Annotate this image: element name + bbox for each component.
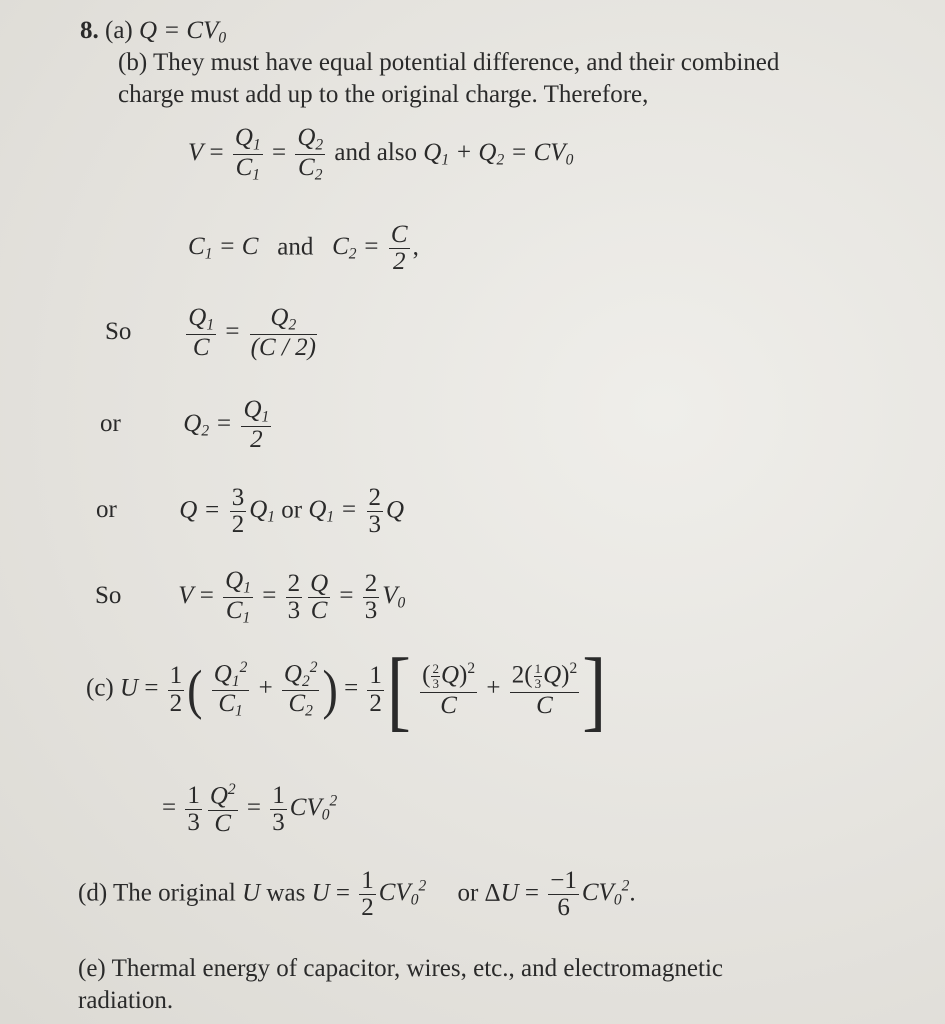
part-b-text-1: They must have equal potential difference, and their combined	[152, 49, 780, 76]
and-also-text: and also	[334, 139, 417, 167]
part-d-line: (d) The original U was U = $\frac{1}{2}$ $CV_0^2$ or ΔU = $\frac{-1}{6}$ $CV_0^2$.	[78, 867, 636, 922]
part-d-text: The original	[112, 879, 236, 907]
part-c-result: = $\frac{1}{3}$ $\frac{Q^2}{C}$ = $\frac{1}{3}$ $CV_0^2$	[162, 781, 338, 837]
equation-v-equal: V = $\frac{Q_1}{C_1}$ = $\frac{Q_2}{C_2}$ and also $Q_1 + Q_2 = CV_0$	[188, 124, 574, 184]
part-d-was: was	[266, 879, 306, 907]
equation-q-relations: or Q = $\frac{3}{2}$ $Q_1$ or $Q_1$ = $\frac{2}{3}$ Q	[96, 484, 405, 539]
equation-so-ratio: So $\frac{Q_1}{C}$ = $\frac{Q_2}{(C / 2)}$	[105, 304, 316, 361]
part-e-line-2	[78, 988, 173, 1013]
equation-capacitances: $C_1 = C$ and $C_2$ = $\frac{C}{2}$ ,	[188, 221, 419, 276]
part-e-text-1: Thermal energy of capacitor, wires, etc., and electromagnetic	[111, 955, 724, 982]
part-b-text-2: charge must add up to the original charge. Therefore,	[118, 81, 649, 108]
part-d-or: or	[457, 879, 479, 907]
or-text-2: or	[96, 496, 117, 524]
part-a-equation: $Q = CV_0$	[139, 17, 227, 47]
part-b-line-1	[118, 50, 779, 75]
part-a-label: (a)	[105, 17, 133, 44]
problem-number: 8.	[80, 17, 99, 44]
part-a-line	[80, 18, 226, 46]
part-e-label: (e)	[78, 955, 106, 982]
part-c-equation: (c) U = $\frac{1}{2}$ ( $\frac{Q_1^2}{C_1}$ + $\frac{Q_2^2}{C_2}$ ) = $\frac{1}{2}$ [ ( $\frac{2}{3}$ Q)$^2$ C + 2( $\frac{1}{3}$ Q)$^2$ C ]	[86, 640, 607, 740]
part-c-label: (c)	[86, 674, 114, 702]
part-b-line-2	[118, 82, 648, 107]
part-d-label: (d)	[78, 879, 108, 907]
so-text-1: So	[105, 317, 132, 345]
or-text-3: or	[281, 496, 303, 524]
equation-v-final: So V = $\frac{Q_1}{C_1}$ = $\frac{2}{3}$ $\frac{Q}{C}$ = $\frac{2}{3}$ $V_0$	[95, 567, 406, 627]
so-text-2: So	[95, 582, 122, 610]
part-b-label: (b)	[118, 49, 148, 76]
part-e-line-1	[78, 956, 723, 981]
part-e-text-2: radiation.	[78, 987, 174, 1014]
equation-q2: or $Q_2$ = $\frac{Q_1}{2}$	[100, 396, 270, 453]
and-text: and	[277, 233, 314, 261]
or-text-1: or	[100, 409, 121, 437]
